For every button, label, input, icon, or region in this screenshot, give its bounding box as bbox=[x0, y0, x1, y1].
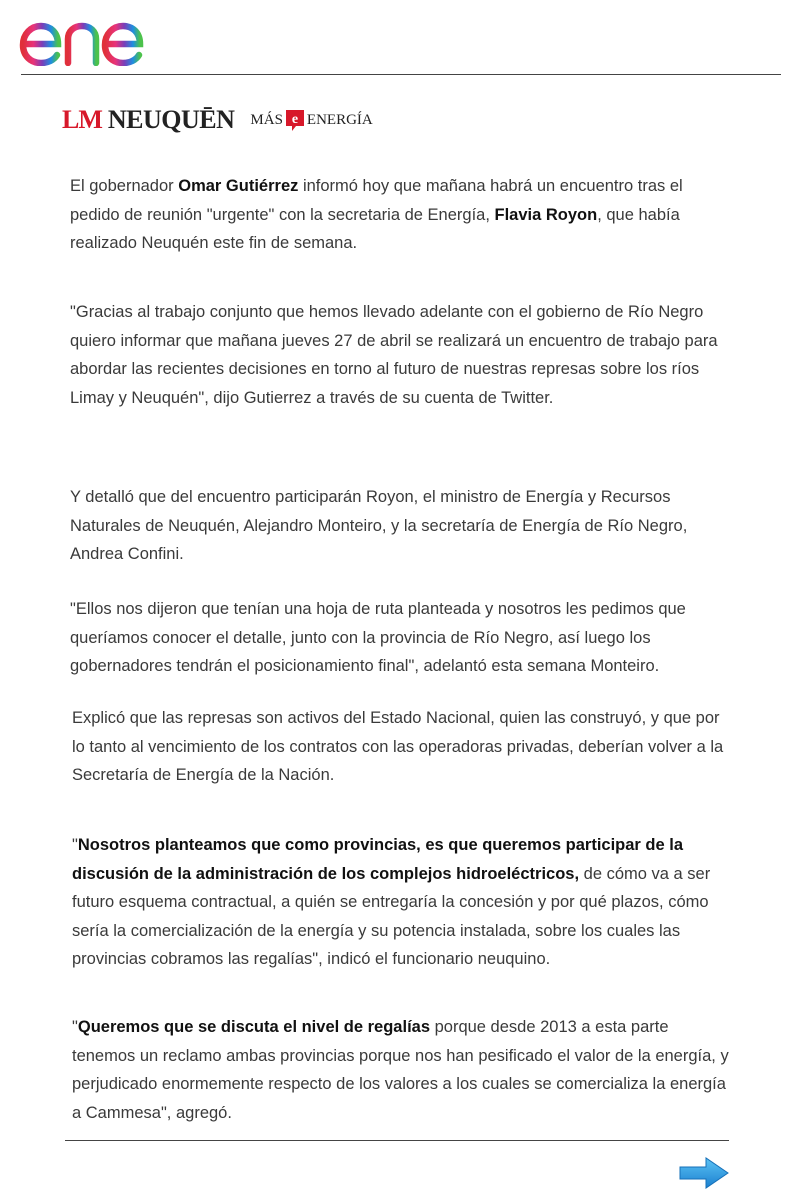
p1-text-a: El gobernador bbox=[70, 177, 179, 195]
mas-energia-logo[interactable] bbox=[250, 108, 372, 132]
paragraph-5: Explicó que las represas son activos del Estado Nacional, quien las construyó, y que por lo tanto al vencimiento de los contratos con las operadoras privadas, deberían volver a la Secretaría de Energía de la Nación. bbox=[72, 709, 724, 784]
paragraph-4: "Ellos nos dijeron que tenían una hoja de ruta planteada y nosotros les pedimos que queríamos conocer el detalle, junto con la provincia de Río Negro, así luego los gobernadores tendrán el posicionamiento final", adelantó esta semana Monteiro. bbox=[70, 600, 686, 675]
next-page-button[interactable] bbox=[678, 1156, 730, 1190]
p1-text-e: , que había realizado Neuquén este fin de semana. bbox=[70, 205, 680, 252]
paragraph-2: "Gracias al trabajo conjunto que hemos llevado adelante con el gobierno de Río Negro quiero informar que mañana jueves 27 de abril se realizará un encuentro de trabajo para abordar las recientes decisiones en torno al futuro de nuestras represas sobre los ríos Limay y Neuquén", dijo Gutierrez a través de su cuenta de Twitter. bbox=[70, 303, 718, 407]
svg-text:e: e bbox=[291, 112, 299, 127]
e-badge-icon bbox=[284, 108, 306, 132]
paragraph-3: Y detalló que del encuentro participarán Royon, el ministro de Energía y Recursos Naturales de Neuquén, Alejandro Monteiro, y la secretaría de Energía de Río Negro, Andrea Confini. bbox=[70, 488, 688, 563]
lm-logo-text[interactable]: LM bbox=[62, 105, 102, 134]
p7-text: porque desde 2013 a esta parte tenemos un reclamo ambas provincias porque nos han pesificado el valor de la energía, y perjudicado enormemente respecto de los valores a los cuales se comercializa la energía a Cammesa", agregó. bbox=[72, 1018, 729, 1122]
p7-quote-mark: " bbox=[72, 1018, 78, 1036]
p1-text-c: informó hoy que mañana habrá un encuentro tras el pedido de reunión "urgente" con la secretaria de Energía, bbox=[70, 177, 683, 224]
header-divider bbox=[21, 74, 781, 75]
p6-quote-mark: " bbox=[72, 836, 78, 854]
paragraph-7 bbox=[72, 1013, 735, 1127]
energia-text: ENERGÍA bbox=[306, 111, 373, 128]
footer-divider bbox=[65, 1140, 729, 1141]
brand-row bbox=[62, 104, 373, 136]
p6-text: de cómo va a ser futuro esquema contractual, a quién se entregaría la concesión y por qué plazos, cómo sería la comercialización de la energía y su potencia instalada, sobre los cuales las provincias cobramos las regalías", indicó el funcionario neuquino. bbox=[72, 864, 711, 968]
paragraph-6 bbox=[72, 831, 735, 974]
p7-bold-quote: Queremos que se discuta el nivel de regalías bbox=[77, 1018, 431, 1036]
neuquen-logo-text[interactable]: NEUQUĒN bbox=[107, 105, 235, 134]
enel-logo[interactable] bbox=[18, 6, 180, 66]
p6-bold-quote: Nosotros planteamos que como provincias, es que queremos participar de la discusión de la administración de los complejos hidroeléctricos, bbox=[72, 836, 684, 883]
mas-text: MÁS bbox=[250, 111, 283, 128]
enel-logo-graphic bbox=[18, 6, 180, 66]
secretary-name: Flavia Royon bbox=[494, 205, 598, 224]
arrow-right-icon bbox=[678, 1156, 730, 1190]
paragraph-1 bbox=[70, 172, 735, 258]
governor-name: Omar Gutiérrez bbox=[178, 177, 299, 195]
